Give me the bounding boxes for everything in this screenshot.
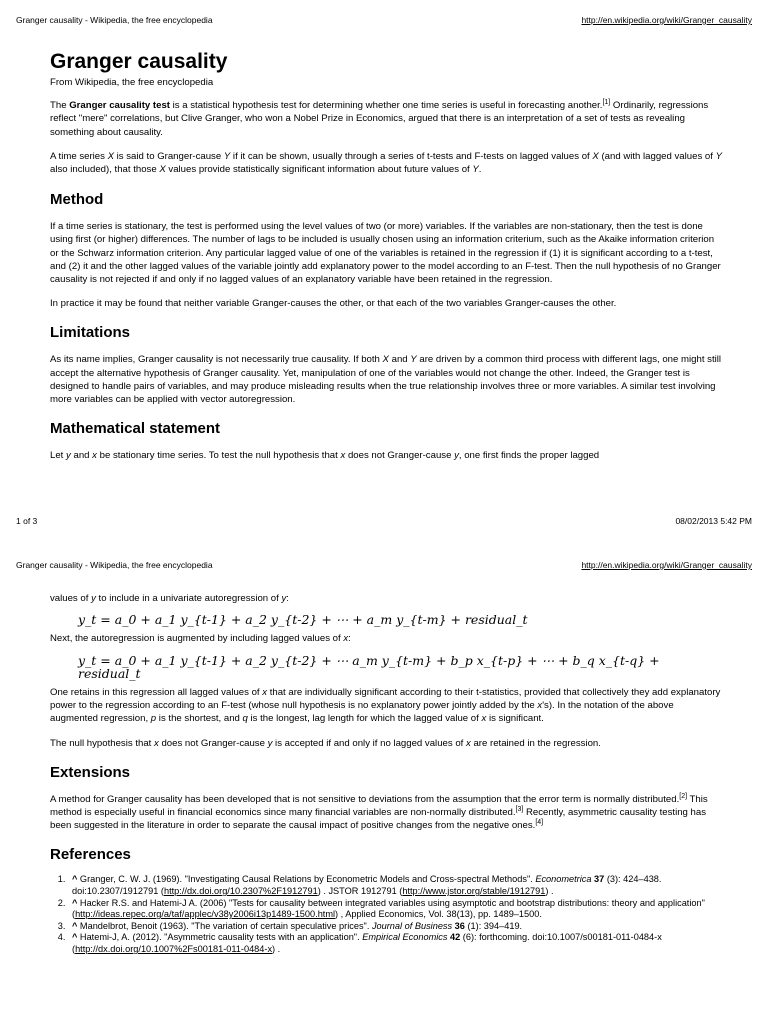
null-hypothesis-paragraph: The null hypothesis that x does not Granger-cause y is accepted if and only if no lagged values of x are retained in the regression. bbox=[50, 737, 601, 749]
header-url-link[interactable]: http://en.wikipedia.org/wiki/Granger_causality bbox=[581, 15, 752, 25]
header-title-2: Granger causality - Wikipedia, the free encyclopedia bbox=[16, 560, 213, 570]
intro-paragraph: The Granger causality test is a statistical hypothesis test for determining whether one time series is useful in forecasting another.[1] Ordinarily, regressions reflect "mere" correlations, but Clive Granger, who won a Nobel Prize in Economics, argued that there is an interpretation of a set of tests as revealing something about causality. bbox=[50, 99, 709, 138]
ref-1-link[interactable]: [1] bbox=[602, 99, 611, 107]
extensions-heading: Extensions bbox=[50, 763, 131, 781]
doi-link[interactable]: http://dx.doi.org/10.1007%2Fs00181-011-0484-x bbox=[75, 944, 273, 954]
equation-univariate bbox=[78, 613, 722, 626]
ref-2-link[interactable]: [2] bbox=[679, 792, 688, 800]
ref-4-link[interactable]: [4] bbox=[535, 819, 544, 827]
footer-date: 08/02/2013 5:42 PM bbox=[675, 516, 752, 526]
reference-item-1: 1. ^ Granger, C. W. J. (1969). "Investigating Causal Relations by Econometric Models and Cross-spectral Methods". Econometrica 37 (3): 424–438. doi:10.2307/1912791 (http://dx.doi.org/10.2307%2F1912791) . JSTOR 1912791 (http://www.jstor.org/stable/1912791) . bbox=[68, 874, 722, 897]
extensions-paragraph: A method for Granger causality has been developed that is not sensitive to deviations from the assumption that the error term is normally distributed.[2] This method is especially useful in financial economics since many financial variables are non-normally distributed.[3] Recently, asymmetric causality testing has been suggested in the literature in order to separate the causal impact of positive changes from the negative ones.[4] bbox=[50, 792, 708, 832]
header-title: Granger causality - Wikipedia, the free encyclopedia bbox=[16, 15, 213, 25]
method-heading: Method bbox=[50, 191, 104, 209]
page2-content bbox=[50, 592, 722, 956]
references-list bbox=[68, 874, 722, 955]
retain-paragraph: One retains in this regression all lagged values of x that are individually significant according to their t-statistics, provided that collectively they add explanatory power to the regression according to an F-test (whose null hypothesis is no explanatory power jointly added by the x's). In the notation of the above augmented regression, p is the shortest, and q is the longest, lag length for which the lagged value of x is significant. bbox=[50, 687, 721, 725]
method-paragraph-1: If a time series is stationary, the test is performed using the level values of two (or more) variables. If the variables are non-stationary, then the test is done using first (or higher) differences. The number of lags to be included is usually chosen using an information criterium, such as the Akaike information criterion or the Schwarz information criterion. Any particular lagged value of one of the variables is retained in the regression if (1) it is significant according to a t-test, and (2) it and the other lagged values of the variable jointly add explanatory power to the model according to an F-test. Then the null hypothesis of no Granger causality is not rejected if and only if no lagged values of an explanatory variable have been retained in the regression. bbox=[50, 221, 721, 286]
equation-2-text: y_t = a_0 + a_1 y_{t-1} + a_2 y_{t-2} + ⋯ a_m y_{t-m} + b_p x_{t-p} + ⋯ + b_q x_{t-q} + residual_t bbox=[78, 652, 660, 681]
doi-link[interactable]: http://dx.doi.org/10.2307%2F1912791 bbox=[163, 886, 318, 897]
reference-item-2: 2. ^ Hacker R.S. and Hatemi-J A. (2006) "Tests for causality between integrated variables using asymptotic and bootstrap distributions: theory and application" (http://ideas.repec.org/a/taf/applec/v38y2006i13p1489-1500.html) , Applied Economics, Vol. 38(13), pp. 1489–1500. bbox=[68, 898, 722, 921]
jstor-link[interactable]: http://www.jstor.org/stable/1912791 bbox=[402, 886, 546, 897]
math-heading: Mathematical statement bbox=[50, 420, 221, 438]
backlink-caret[interactable]: ^ bbox=[72, 920, 78, 931]
ref-3-link[interactable]: [3] bbox=[515, 805, 524, 813]
definition-paragraph: A time series X is said to Granger-cause Y if it can be shown, usually through a series of t-tests and F-tests on lagged values of X (and with lagged values of Y also included), that those X values provide statistically significant information about future values of Y. bbox=[50, 150, 722, 176]
print-header-2 bbox=[16, 560, 752, 570]
footer-page-number: 1 of 3 bbox=[16, 516, 38, 526]
backlink-caret[interactable]: ^ bbox=[72, 874, 78, 885]
reference-item-4: 4. ^ Hatemi-J, A. (2012). "Asymmetric causality tests with an application". Empirical Economics 42 (6): forthcoming. doi:10.1007/s00181-011-0484-x (http://dx.doi.org/10.1007%2Fs00181-011-0484-x) . bbox=[68, 932, 722, 955]
limitations-heading: Limitations bbox=[50, 324, 131, 342]
print-footer bbox=[16, 516, 752, 526]
limitations-paragraph: As its name implies, Granger causality is not necessarily true causality. If both X and Y are driven by a common third process with different lags, one might still accept the alternative hypothesis of Granger causality. Yet, manipulation of one of the variables would not change the other. Indeed, the Granger test is designed to handle pairs of variables, and may produce misleading results when the true relationship involves three or more variables. A similar test involving more variables can be applied with vector autoregression. bbox=[50, 354, 722, 406]
repec-link[interactable]: http://ideas.repec.org/a/taf/applec/v38y2006i13p1489-1500.html bbox=[75, 909, 336, 920]
page-subtitle: From Wikipedia, the free encyclopedia bbox=[50, 77, 214, 88]
reference-item-3: 3. ^ Mandelbrot, Benoit (1963). "The variation of certain speculative prices". Journal of Business 36 (1): 394–419. bbox=[68, 921, 722, 933]
references-heading: References bbox=[50, 846, 131, 864]
math-paragraph: Let y and x be stationary time series. To test the null hypothesis that x does not Granger-cause y, one first finds the proper lagged bbox=[50, 450, 600, 462]
page-title: Granger causality bbox=[50, 50, 228, 73]
augment-paragraph: Next, the autoregression is augmented by including lagged values of x: bbox=[50, 633, 351, 645]
print-header bbox=[16, 15, 752, 25]
page1-content bbox=[50, 50, 722, 462]
header-url-link-2[interactable]: http://en.wikipedia.org/wiki/Granger_causality bbox=[581, 560, 752, 570]
equation-1-text: y_t = a_0 + a_1 y_{t-1} + a_2 y_{t-2} + ⋯ + a_m y_{t-m} + residual_t bbox=[78, 612, 528, 628]
equation-augmented bbox=[78, 654, 722, 680]
backlink-caret[interactable]: ^ bbox=[72, 932, 78, 943]
continuation-paragraph: values of y to include in a univariate autoregression of y: bbox=[50, 593, 289, 604]
method-paragraph-2: In practice it may be found that neither variable Granger-causes the other, or that each of the two variables Granger-causes the other. bbox=[50, 298, 617, 310]
backlink-caret[interactable]: ^ bbox=[72, 897, 78, 908]
